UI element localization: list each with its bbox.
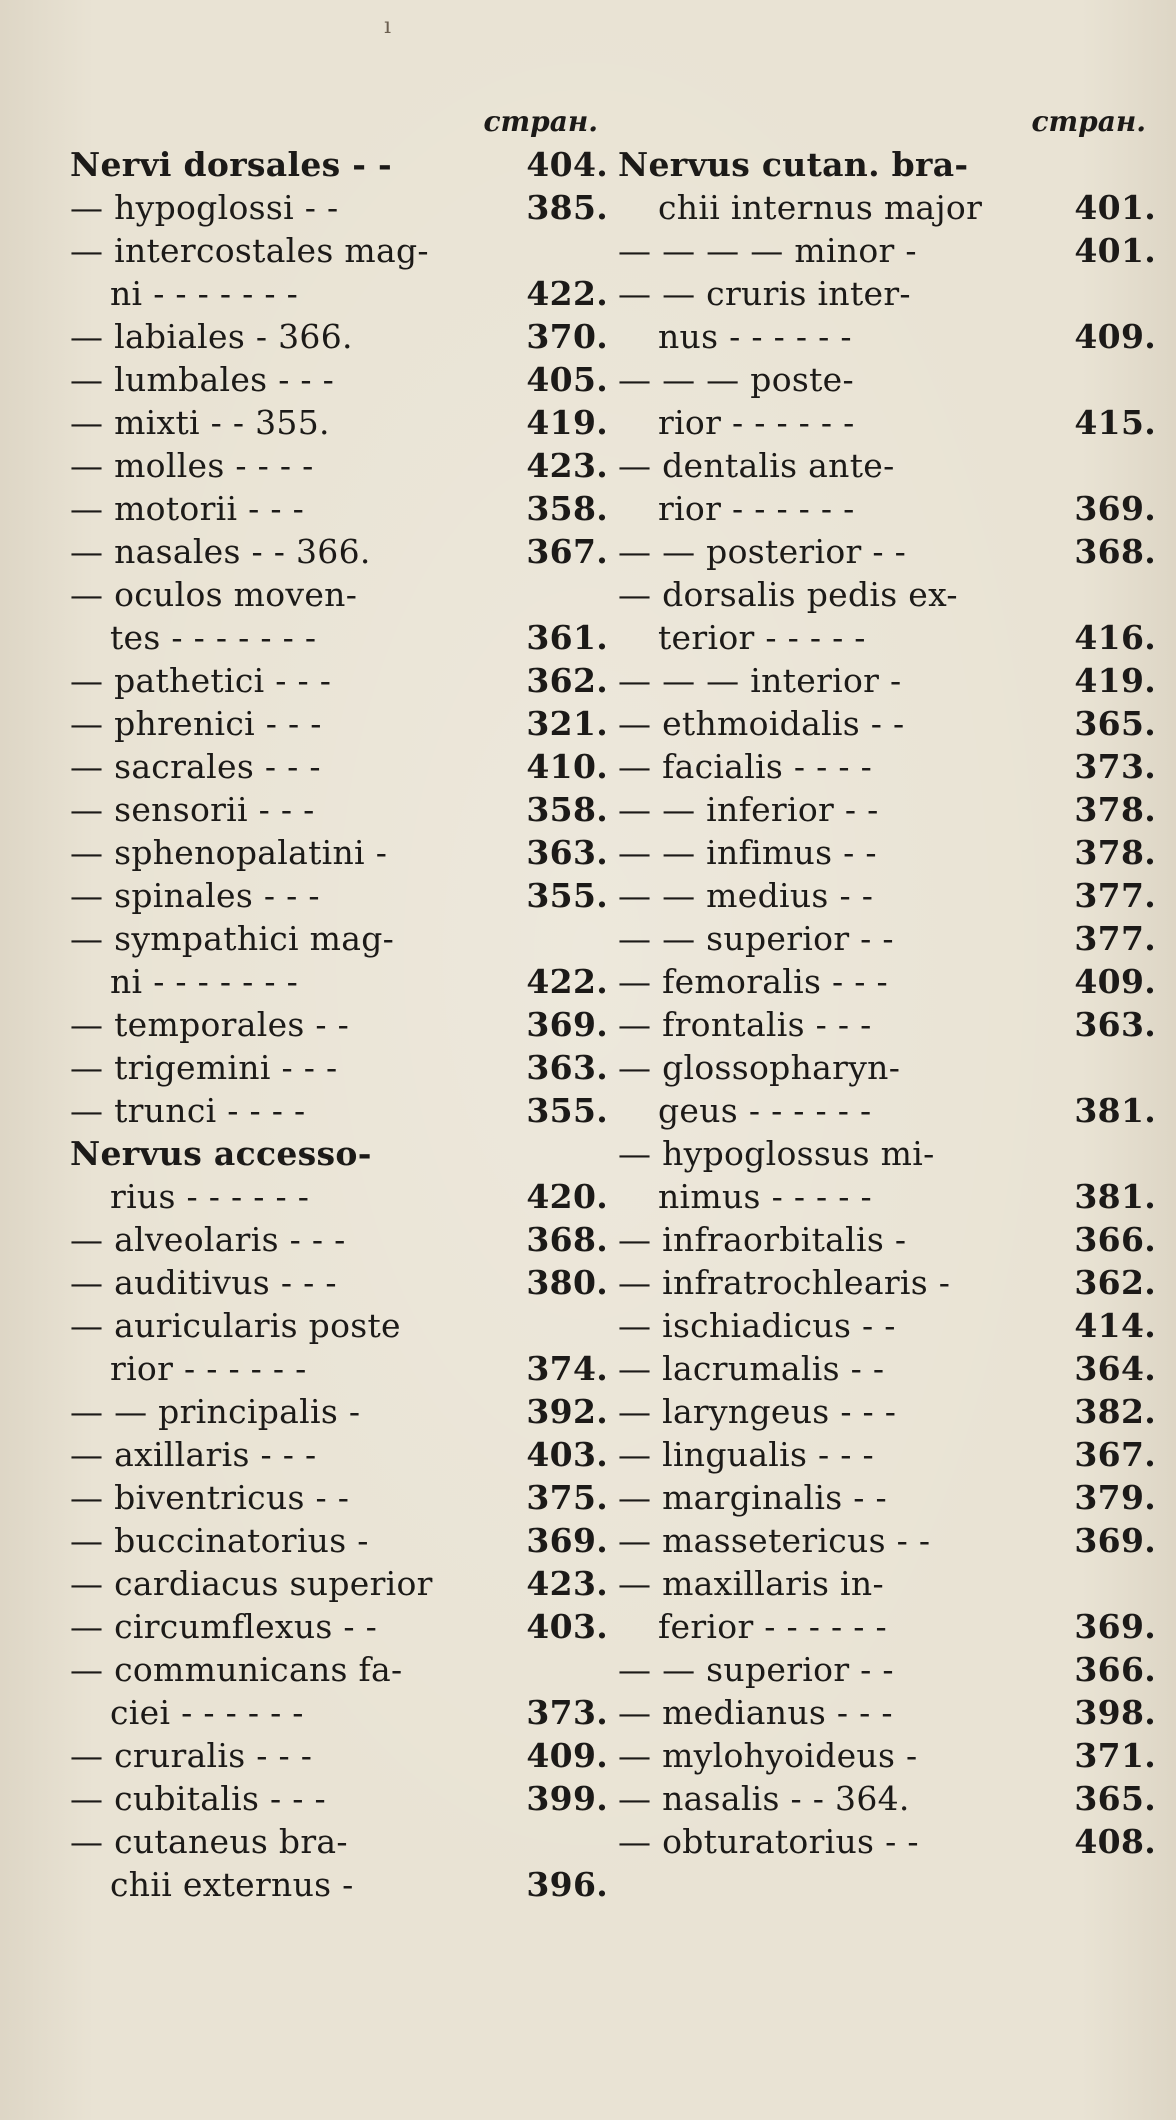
- index-entry: [70, 1433, 608, 1476]
- index-entry: [70, 1390, 608, 1433]
- entry-page-number: 401.: [1074, 231, 1156, 270]
- entry-page-number: 381.: [1074, 1091, 1156, 1130]
- entry-term: — — inferior - -: [618, 790, 879, 829]
- right-entry-list: [618, 143, 1156, 1863]
- entry-term: — — — interior -: [618, 661, 902, 700]
- entry-term: — dentalis ante-: [618, 446, 895, 485]
- entry-term: — cardiacus superior: [70, 1564, 433, 1603]
- entry-term: — nasales - - 366.: [70, 532, 371, 571]
- index-entry: [618, 444, 1156, 487]
- index-entry: [618, 788, 1156, 831]
- index-entry: [618, 745, 1156, 788]
- entry-page-number: 423.: [526, 446, 608, 485]
- entry-term: rior - - - - - -: [658, 489, 855, 528]
- index-entry: [70, 315, 608, 358]
- entry-page-number: 355.: [526, 1091, 608, 1130]
- entry-page-number: 365.: [1074, 1779, 1156, 1818]
- entry-term: — sacrales - - -: [70, 747, 321, 786]
- entry-page-number: 362.: [526, 661, 608, 700]
- index-entry: [70, 1519, 608, 1562]
- index-entry: [70, 917, 608, 960]
- index-entry: [70, 487, 608, 530]
- index-entry: [70, 1476, 608, 1519]
- entry-page-number: 385.: [526, 188, 608, 227]
- entry-term: rior - - - - - -: [110, 1349, 307, 1388]
- entry-term: — sympathici mag-: [70, 919, 395, 958]
- index-entry: [70, 1261, 608, 1304]
- entry-page-number: 369.: [1074, 489, 1156, 528]
- index-entry: [70, 358, 608, 401]
- entry-term: tes - - - - - - -: [110, 618, 317, 657]
- index-entry: [70, 1003, 608, 1046]
- entry-term: — auricularis poste: [70, 1306, 401, 1345]
- index-entry: [618, 186, 1156, 229]
- entry-page-number: 414.: [1074, 1306, 1156, 1345]
- entry-term: — medianus - - -: [618, 1693, 893, 1732]
- entry-term: — pathetici - - -: [70, 661, 332, 700]
- index-entry: [618, 272, 1156, 315]
- entry-term: — sphenopalatini -: [70, 833, 388, 872]
- entry-term: — cutaneus bra-: [70, 1822, 348, 1861]
- index-entry: [70, 1734, 608, 1777]
- entry-term: — lumbales - - -: [70, 360, 335, 399]
- entry-term: — phrenici - - -: [70, 704, 322, 743]
- index-entry: [618, 1304, 1156, 1347]
- index-entry: [618, 1691, 1156, 1734]
- entry-page-number: 375.: [526, 1478, 608, 1517]
- index-entry: [618, 1777, 1156, 1820]
- index-entry: [618, 1089, 1156, 1132]
- index-entry: [70, 530, 608, 573]
- entry-page-number: 415.: [1074, 403, 1156, 442]
- index-entry: [70, 1175, 608, 1218]
- entry-page-number: 380.: [526, 1263, 608, 1302]
- index-entry: [618, 1519, 1156, 1562]
- entry-page-number: 398.: [1074, 1693, 1156, 1732]
- entry-term: — lacrumalis - -: [618, 1349, 885, 1388]
- entry-term: — frontalis - - -: [618, 1005, 872, 1044]
- entry-page-number: 378.: [1074, 833, 1156, 872]
- entry-term: — — infimus - -: [618, 833, 877, 872]
- entry-page-number: 358.: [526, 790, 608, 829]
- entry-term: — intercostales mag-: [70, 231, 429, 270]
- entry-term: — spinales - - -: [70, 876, 320, 915]
- entry-page-number: 381.: [1074, 1177, 1156, 1216]
- entry-page-number: 422.: [526, 962, 608, 1001]
- entry-term: — mylohyoideus -: [618, 1736, 918, 1775]
- entry-term: — facialis - - - -: [618, 747, 873, 786]
- entry-term: — femoralis - - -: [618, 962, 888, 1001]
- entry-page-number: 409.: [1074, 317, 1156, 356]
- index-entry: [618, 616, 1156, 659]
- index-entry: [70, 1089, 608, 1132]
- entry-page-number: 364.: [1074, 1349, 1156, 1388]
- entry-term: — molles - - - -: [70, 446, 314, 485]
- index-entry: [618, 1132, 1156, 1175]
- entry-term: — cubitalis - - -: [70, 1779, 326, 1818]
- entry-term: — ischiadicus - -: [618, 1306, 896, 1345]
- index-entry: [618, 229, 1156, 272]
- entry-term: — motorii - - -: [70, 489, 305, 528]
- entry-term: — — medius - -: [618, 876, 874, 915]
- entry-page-number: 355.: [526, 876, 608, 915]
- entry-page-number: 422.: [526, 274, 608, 313]
- entry-page-number: 392.: [526, 1392, 608, 1431]
- entry-page-number: 369.: [1074, 1607, 1156, 1646]
- index-entry: [70, 272, 608, 315]
- index-entry: [70, 1777, 608, 1820]
- entry-term: — trigemini - - -: [70, 1048, 338, 1087]
- entry-term: — — posterior - -: [618, 532, 907, 571]
- index-entry: [70, 1863, 608, 1906]
- index-entry: [70, 745, 608, 788]
- entry-page-number: 378.: [1074, 790, 1156, 829]
- index-entry: [618, 315, 1156, 358]
- entry-term: — obturatorius - -: [618, 1822, 919, 1861]
- entry-term: chii internus major: [658, 188, 983, 227]
- index-entry: [70, 401, 608, 444]
- index-entry: [70, 573, 608, 616]
- entry-term: — nasalis - - 364.: [618, 1779, 910, 1818]
- entry-page-number: 396.: [526, 1865, 608, 1904]
- index-entry: [618, 1261, 1156, 1304]
- entry-term: — labiales - 366.: [70, 317, 353, 356]
- entry-page-number: 374.: [526, 1349, 608, 1388]
- left-entry-list: [70, 143, 608, 1906]
- entry-page-number: 321.: [526, 704, 608, 743]
- entry-page-number: 365.: [1074, 704, 1156, 743]
- entry-page-number: 358.: [526, 489, 608, 528]
- entry-term: — auditivus - - -: [70, 1263, 337, 1302]
- index-entry: [70, 788, 608, 831]
- entry-term: ferior - - - - - -: [658, 1607, 887, 1646]
- entry-term: — laryngeus - - -: [618, 1392, 897, 1431]
- index-entry: [618, 1046, 1156, 1089]
- page-mark: ı: [384, 14, 392, 39]
- entry-term: — temporales - -: [70, 1005, 350, 1044]
- entry-page-number: 363.: [526, 1048, 608, 1087]
- index-entry: [618, 1347, 1156, 1390]
- entry-term: ciei - - - - - -: [110, 1693, 304, 1732]
- entry-term: — — — — minor -: [618, 231, 917, 270]
- index-entry: [618, 1433, 1156, 1476]
- entry-page-number: 367.: [1074, 1435, 1156, 1474]
- entry-term: — — superior - -: [618, 1650, 894, 1689]
- entry-page-number: 361.: [526, 618, 608, 657]
- entry-page-number: 363.: [526, 833, 608, 872]
- entry-term: terior - - - - -: [658, 618, 866, 657]
- entry-term: chii externus -: [110, 1865, 354, 1904]
- index-entry: [618, 1820, 1156, 1863]
- entry-page-number: 377.: [1074, 919, 1156, 958]
- index-entry: [70, 1691, 608, 1734]
- right-column: [618, 105, 1156, 1863]
- index-entry: [70, 659, 608, 702]
- right-column-header: стран.: [1031, 105, 1146, 138]
- left-column: [70, 105, 608, 1906]
- index-entry: [70, 960, 608, 1003]
- index-entry: [70, 1347, 608, 1390]
- entry-term: — biventricus - -: [70, 1478, 350, 1517]
- entry-term: nus - - - - - -: [658, 317, 852, 356]
- entry-page-number: 369.: [526, 1005, 608, 1044]
- index-entry: [70, 186, 608, 229]
- index-entry: [618, 358, 1156, 401]
- index-entry: [70, 143, 608, 186]
- entry-page-number: 416.: [1074, 618, 1156, 657]
- entry-term: ni - - - - - - -: [110, 962, 299, 1001]
- entry-page-number: 377.: [1074, 876, 1156, 915]
- entry-page-number: 369.: [1074, 1521, 1156, 1560]
- index-entry: [618, 1476, 1156, 1519]
- entry-term: — infraorbitalis -: [618, 1220, 907, 1259]
- entry-page-number: 366.: [1074, 1220, 1156, 1259]
- entry-term: — — cruris inter-: [618, 274, 911, 313]
- entry-term: — massetericus - -: [618, 1521, 931, 1560]
- entry-page-number: 379.: [1074, 1478, 1156, 1517]
- entry-page-number: 419.: [526, 403, 608, 442]
- entry-term: — dorsalis pedis ex-: [618, 575, 958, 614]
- entry-page-number: 404.: [526, 145, 608, 184]
- entry-page-number: 409.: [1074, 962, 1156, 1001]
- entry-term: — alveolaris - - -: [70, 1220, 346, 1259]
- index-entry: [618, 1562, 1156, 1605]
- entry-page-number: 419.: [1074, 661, 1156, 700]
- index-entry: [70, 1605, 608, 1648]
- entry-page-number: 373.: [526, 1693, 608, 1732]
- entry-term: nimus - - - - -: [658, 1177, 872, 1216]
- entry-page-number: 373.: [1074, 747, 1156, 786]
- entry-term: ni - - - - - - -: [110, 274, 299, 313]
- entry-page-number: 403.: [526, 1435, 608, 1474]
- entry-term: geus - - - - - -: [658, 1091, 872, 1130]
- entry-page-number: 401.: [1074, 188, 1156, 227]
- entry-term: — — — poste-: [618, 360, 854, 399]
- entry-page-number: 367.: [526, 532, 608, 571]
- entry-term: — maxillaris in-: [618, 1564, 884, 1603]
- index-entry: [70, 702, 608, 745]
- index-entry: [618, 1175, 1156, 1218]
- entry-term: — trunci - - - -: [70, 1091, 306, 1130]
- entry-term: Nervi dorsales - -: [70, 145, 393, 184]
- index-entry: [70, 874, 608, 917]
- entry-page-number: 366.: [1074, 1650, 1156, 1689]
- entry-term: — communicans fa-: [70, 1650, 403, 1689]
- entry-page-number: 363.: [1074, 1005, 1156, 1044]
- index-entry: [70, 229, 608, 272]
- index-entry: [618, 487, 1156, 530]
- index-entry: [70, 1820, 608, 1863]
- index-entry: [618, 1605, 1156, 1648]
- entry-term: rius - - - - - -: [110, 1177, 310, 1216]
- entry-term: — glossopharyn-: [618, 1048, 901, 1087]
- entry-term: — circumflexus - -: [70, 1607, 378, 1646]
- entry-page-number: 369.: [526, 1521, 608, 1560]
- entry-page-number: 368.: [1074, 532, 1156, 571]
- entry-term: — ethmoidalis - -: [618, 704, 905, 743]
- entry-page-number: 420.: [526, 1177, 608, 1216]
- entry-page-number: 403.: [526, 1607, 608, 1646]
- entry-term: — marginalis - -: [618, 1478, 887, 1517]
- index-entry: [70, 1218, 608, 1261]
- entry-page-number: 423.: [526, 1564, 608, 1603]
- index-entry: [618, 143, 1156, 186]
- index-entry: [618, 530, 1156, 573]
- entry-page-number: 399.: [526, 1779, 608, 1818]
- entry-page-number: 408.: [1074, 1822, 1156, 1861]
- index-entry: [618, 874, 1156, 917]
- index-entry: [618, 1648, 1156, 1691]
- entry-page-number: 405.: [526, 360, 608, 399]
- entry-term: Nervus cutan. bra-: [618, 145, 969, 184]
- entry-term: — infratrochlearis -: [618, 1263, 951, 1302]
- index-entry: [70, 616, 608, 659]
- index-entry: [618, 1003, 1156, 1046]
- entry-term: — lingualis - - -: [618, 1435, 874, 1474]
- entry-page-number: 382.: [1074, 1392, 1156, 1431]
- index-entry: [70, 1304, 608, 1347]
- entry-term: — — principalis -: [70, 1392, 361, 1431]
- entry-page-number: 362.: [1074, 1263, 1156, 1302]
- index-entry: [70, 444, 608, 487]
- entry-term: — — superior - -: [618, 919, 894, 958]
- entry-term: — oculos moven-: [70, 575, 358, 614]
- index-entry: [70, 831, 608, 874]
- entry-term: Nervus accesso-: [70, 1134, 372, 1173]
- entry-page-number: 368.: [526, 1220, 608, 1259]
- index-entry: [618, 917, 1156, 960]
- index-entry: [618, 960, 1156, 1003]
- entry-page-number: 409.: [526, 1736, 608, 1775]
- index-entry: [618, 1390, 1156, 1433]
- entry-term: — mixti - - 355.: [70, 403, 330, 442]
- index-entry: [618, 401, 1156, 444]
- entry-page-number: 371.: [1074, 1736, 1156, 1775]
- entry-term: — axillaris - - -: [70, 1435, 317, 1474]
- index-entry: [70, 1046, 608, 1089]
- index-entry: [618, 831, 1156, 874]
- index-entry: [618, 659, 1156, 702]
- index-entry: [70, 1648, 608, 1691]
- index-entry: [618, 1218, 1156, 1261]
- entry-page-number: 410.: [526, 747, 608, 786]
- entry-term: — hypoglossi - -: [70, 188, 339, 227]
- entry-term: rior - - - - - -: [658, 403, 855, 442]
- index-entry: [70, 1562, 608, 1605]
- entry-term: — buccinatorius -: [70, 1521, 369, 1560]
- entry-term: — hypoglossus mi-: [618, 1134, 935, 1173]
- index-entry: [618, 702, 1156, 745]
- index-entry: [618, 1734, 1156, 1777]
- entry-page-number: 370.: [526, 317, 608, 356]
- index-entry: [618, 573, 1156, 616]
- index-entry: [70, 1132, 608, 1175]
- entry-term: — sensorii - - -: [70, 790, 315, 829]
- entry-term: — cruralis - - -: [70, 1736, 313, 1775]
- left-column-header: стран.: [483, 105, 598, 138]
